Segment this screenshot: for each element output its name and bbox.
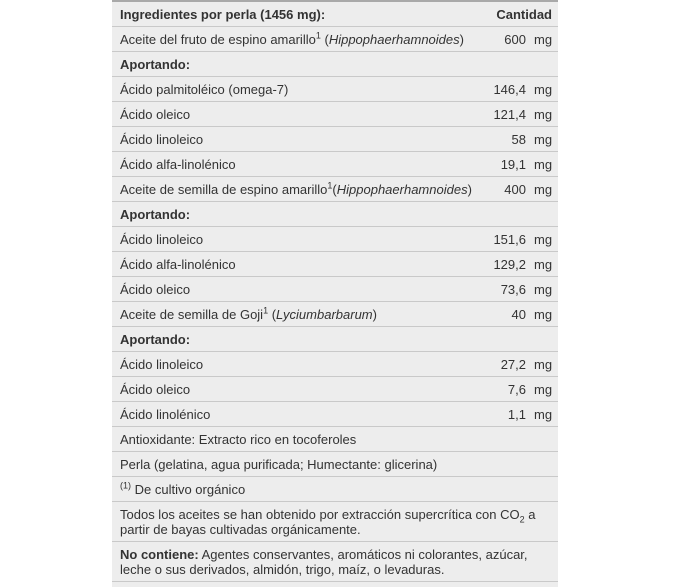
data-row [112, 302, 558, 327]
amount-unit: mg [534, 157, 553, 172]
amount-value: 600 [504, 32, 526, 47]
amount-value: 400 [504, 182, 526, 197]
row-amount [490, 82, 552, 97]
note-row [112, 502, 558, 542]
amount-unit: mg [534, 257, 553, 272]
amount-value: 151,6 [493, 232, 526, 247]
row-label: Ácido oleico [120, 382, 191, 397]
row-amount [490, 32, 552, 47]
data-row [112, 227, 558, 252]
row-label: Ácido oleico [120, 282, 191, 297]
amount-value: 1,1 [507, 407, 526, 422]
note-row [112, 542, 558, 582]
row-label: Ácido oleico [120, 107, 191, 122]
amount-unit: mg [534, 357, 553, 372]
note-row [112, 427, 558, 452]
row-amount [490, 382, 552, 397]
note-row [112, 477, 558, 502]
amount-unit: mg [534, 32, 553, 47]
section-row [112, 52, 558, 77]
row-amount [490, 107, 552, 122]
data-row [112, 277, 558, 302]
amount-value: 58 [511, 132, 526, 147]
amount-unit: mg [534, 182, 553, 197]
data-row [112, 252, 558, 277]
amount-value: 7,6 [507, 382, 526, 397]
row-label: Ácido linoleico [120, 232, 204, 247]
row-label: Ácido linoleico [120, 132, 204, 147]
row-label: Todos los aceites se han obtenido por extracción supercrítica con $CO_2$ a partir de bayas cultivadas orgánicamente. [120, 507, 536, 537]
amount-unit: mg [534, 382, 553, 397]
amount-unit: mg [534, 232, 553, 247]
row-amount [490, 182, 552, 197]
note-row [112, 452, 558, 477]
row-label: Ácido linolénico [120, 407, 211, 422]
data-row [112, 127, 558, 152]
table-bottom-filler [112, 582, 558, 587]
amount-unit: mg [534, 107, 553, 122]
amount-unit: mg [534, 307, 553, 322]
row-label: Aceite de semilla de espino amarillo$^1$(Hippophaerhamnoides) [120, 180, 472, 197]
row-label: Perla (gelatina, agua purificada; Humectante: glicerina) [120, 457, 438, 472]
amount-value: 40 [511, 307, 526, 322]
row-amount [490, 307, 552, 322]
table-body [112, 27, 558, 582]
data-row [112, 352, 558, 377]
row-amount [490, 257, 552, 272]
row-label: Aceite de semilla de Goji$^1$ (Lyciumbarbarum) [120, 305, 377, 322]
row-amount [490, 282, 552, 297]
data-row [112, 152, 558, 177]
table-header-amount: Cantidad [496, 7, 552, 22]
table-header-row [112, 2, 558, 27]
data-row [112, 402, 558, 427]
amount-value: 27,2 [500, 357, 526, 372]
row-label: Aportando: [120, 207, 191, 222]
ingredients-table [112, 0, 558, 587]
row-amount [490, 132, 552, 147]
section-row [112, 327, 558, 352]
section-row [112, 202, 558, 227]
data-row [112, 177, 558, 202]
amount-value: 146,4 [493, 82, 526, 97]
amount-value: 121,4 [493, 107, 526, 122]
row-label: Ácido alfa-linolénico [120, 157, 236, 172]
row-amount [490, 357, 552, 372]
row-label: Aportando: [120, 57, 191, 72]
row-label: Ácido alfa-linolénico [120, 257, 236, 272]
amount-value: 19,1 [500, 157, 526, 172]
row-label: Aportando: [120, 332, 191, 347]
row-amount [490, 407, 552, 422]
row-label: No contiene: Agentes conservantes, aromáticos ni colorantes, azúcar, leche o sus derivados, almidón, trigo, maíz, o levaduras. [120, 547, 528, 577]
table-header-label: Ingredientes por perla (1456 mg): [120, 7, 326, 22]
data-row [112, 27, 558, 52]
row-label: Ácido palmitoléico (omega-7) [120, 82, 289, 97]
amount-value: 73,6 [500, 282, 526, 297]
row-amount [490, 157, 552, 172]
amount-unit: mg [534, 132, 553, 147]
amount-unit: mg [534, 82, 553, 97]
row-label: Ácido linoleico [120, 357, 204, 372]
data-row [112, 377, 558, 402]
row-label: Aceite del fruto de espino amarillo$^1$ (Hippophaerhamnoides) [120, 30, 464, 47]
data-row [112, 102, 558, 127]
data-row [112, 77, 558, 102]
row-amount [490, 232, 552, 247]
row-label: Antioxidante: Extracto rico en tocoferoles [120, 432, 357, 447]
amount-unit: mg [534, 407, 553, 422]
amount-unit: mg [534, 282, 553, 297]
row-label: $^{(1)}$ De cultivo orgánico [120, 480, 246, 497]
amount-value: 129,2 [493, 257, 526, 272]
